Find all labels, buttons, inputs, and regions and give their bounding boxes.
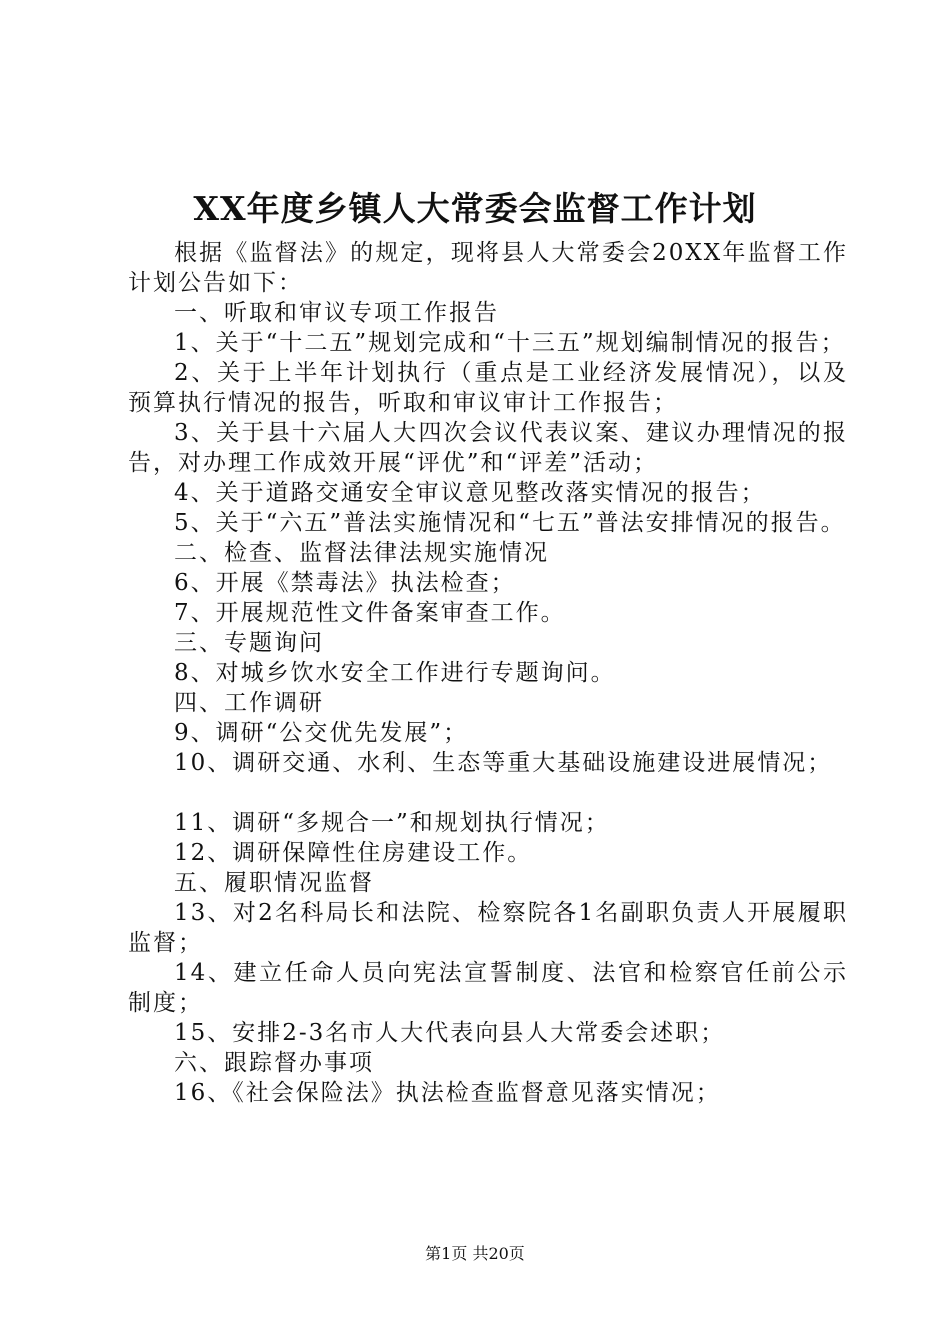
section-heading-2: 二、检查、监督法律法规实施情况 bbox=[174, 540, 549, 566]
section-heading-6: 六、跟踪督办事项 bbox=[174, 1050, 374, 1076]
list-item: 16、《社会保险法》执法检查监督意见落实情况； bbox=[174, 1080, 721, 1106]
list-item: 8、对城乡饮水安全工作进行专题询问。 bbox=[174, 660, 616, 686]
list-item: 5、关于“六五”普法实施情况和“七五”普法安排情况的报告。 bbox=[174, 510, 846, 536]
list-item: 11、调研“多规合一”和规划执行情况； bbox=[174, 810, 610, 836]
list-item: 2、关于上半年计划执行（重点是工业经济发展情况），以及预算执行情况的报告，听取和审议审计工作报告； bbox=[128, 360, 848, 416]
list-item: 10、调研交通、水利、生态等重大基础设施建设进展情况； bbox=[174, 750, 833, 776]
list-item: 1、关于“十二五”规划完成和“十三五”规划编制情况的报告； bbox=[174, 330, 846, 356]
list-item: 9、调研“公交优先发展”； bbox=[174, 720, 469, 746]
page-number: 第1页 共20页 bbox=[425, 1244, 525, 1263]
list-item: 4、关于道路交通安全审议意见整改落实情况的报告； bbox=[174, 480, 766, 506]
list-item: 13、对2名科局长和法院、检察院各1名副职负责人开展履职监督； bbox=[128, 900, 848, 956]
list-item: 3、关于县十六届人大四次会议代表议案、建议办理情况的报告，对办理工作成效开展“评优”和“评差”活动； bbox=[128, 420, 848, 476]
list-item: 15、安排2-3名市人大代表向县人大常委会述职； bbox=[174, 1020, 726, 1046]
section-heading-5: 五、履职情况监督 bbox=[174, 870, 374, 896]
document-body bbox=[128, 238, 848, 1108]
list-item: 6、开展《禁毒法》执法检查； bbox=[174, 570, 516, 596]
document-title: XX年度乡镇人大常委会监督工作计划 bbox=[193, 189, 757, 228]
section-heading-4: 四、工作调研 bbox=[174, 690, 324, 716]
section-heading-1: 一、听取和审议专项工作报告 bbox=[174, 300, 499, 326]
list-item: 14、建立任命人员向宪法宣誓制度、法官和检察官任前公示制度； bbox=[128, 960, 848, 1016]
paragraph-intro: 根据《监督法》的规定，现将县人大常委会20XX年监督工作计划公告如下： bbox=[128, 240, 848, 296]
list-item: 12、调研保障性住房建设工作。 bbox=[174, 840, 533, 866]
section-heading-3: 三、专题询问 bbox=[174, 630, 324, 656]
list-item: 7、开展规范性文件备案审查工作。 bbox=[174, 600, 566, 626]
